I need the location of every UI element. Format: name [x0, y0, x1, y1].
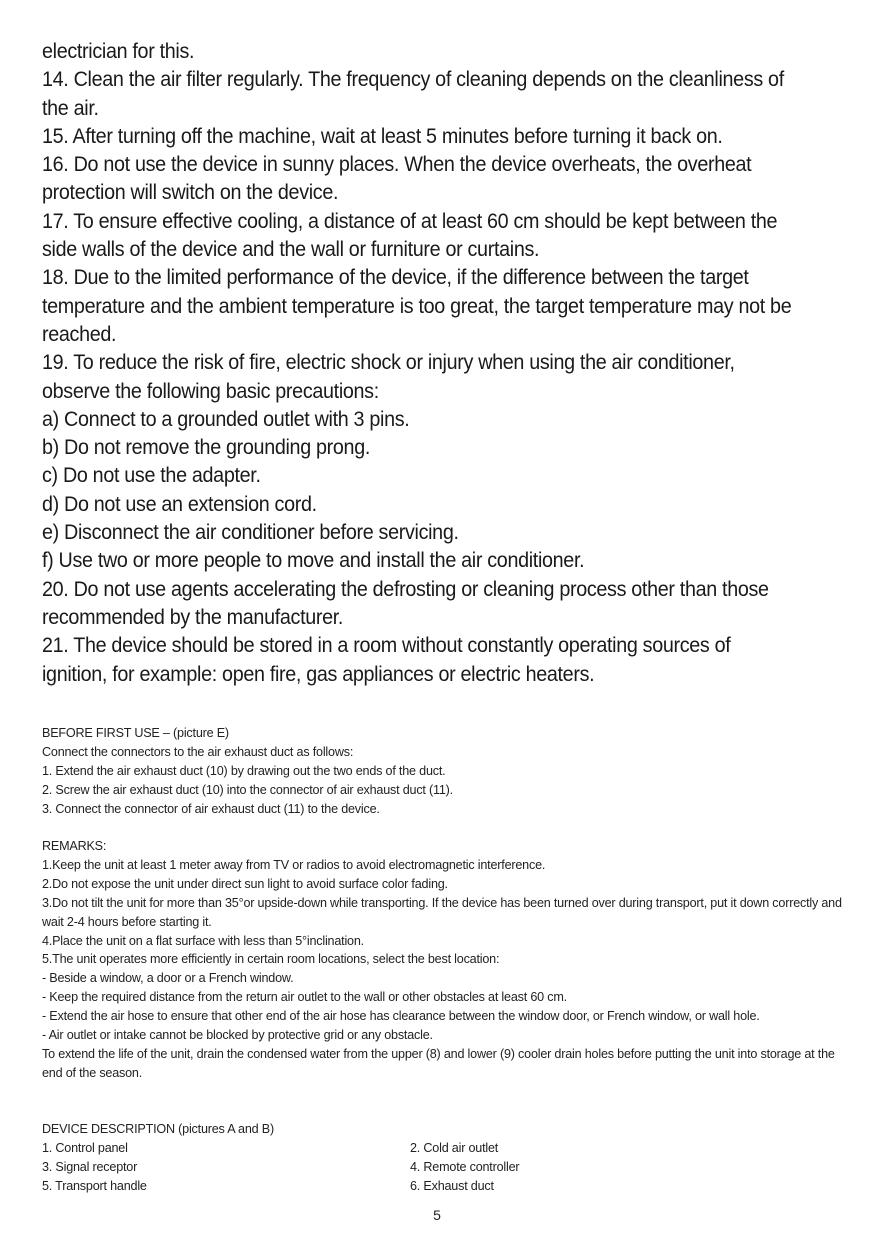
remark-item: 3.Do not tilt the unit for more than 35°or upside-down while transporting. If the device has been turned over during transport, put it down correctly and wait 2-4 hours before starting it. [42, 895, 842, 929]
parts-list [42, 1139, 842, 1196]
safety-line: e) Disconnect the air conditioner before servicing. [42, 521, 459, 545]
remark-item: 2.Do not expose the unit under direct sun light to avoid surface color fading. [42, 876, 448, 891]
safety-line: 17. To ensure effective cooling, a distance of at least 60 cm should be kept between the side walls of the device and the wall or furniture or curtains. [42, 209, 783, 262]
remark-item: - Extend the air hose to ensure that other end of the air hose has clearance between the window door, or French window, or wall hole. [42, 1009, 760, 1024]
safety-line: a) Connect to a grounded outlet with 3 pins. [42, 407, 410, 431]
part-item: 6. Exhaust duct [410, 1178, 494, 1193]
remark-item: - Beside a window, a door or a French window. [42, 971, 294, 986]
remarks-section [42, 837, 842, 1083]
remark-item: 4.Place the unit on a flat surface with less than 5°inclination. [42, 933, 364, 948]
safety-line: d) Do not use an extension cord. [42, 492, 317, 516]
safety-instructions [42, 38, 800, 689]
before-first-use-section [42, 724, 842, 819]
part-item: 3. Signal receptor [42, 1159, 138, 1174]
remark-item: 1.Keep the unit at least 1 meter away from TV or radios to avoid electromagnetic interference. [42, 857, 546, 872]
safety-line: electrician for this. [42, 40, 195, 63]
safety-line: f) Use two or more people to move and install the air conditioner. [42, 549, 585, 573]
section-heading: DEVICE DESCRIPTION (pictures A and B) [42, 1122, 274, 1136]
safety-line: 20. Do not use agents accelerating the defrosting or cleaning process other than those recommended by the manufacturer. [42, 577, 774, 629]
section-heading: REMARKS: [42, 839, 107, 853]
remark-item: - Air outlet or intake cannot be blocked by protective grid or any obstacle. [42, 1028, 433, 1043]
safety-line: 16. Do not use the device in sunny places. When the device overheats, the overheat protection will switch on the device. [42, 153, 757, 205]
safety-line: 18. Due to the limited performance of the device, if the difference between the target temperature and the ambient temperature is too great, the target temperature may not be reached. [42, 266, 797, 346]
safety-line: 14. Clean the air filter regularly. The frequency of cleaning depends on the cleanliness of the air. [42, 68, 790, 120]
remark-item: - Keep the required distance from the return air outlet to the wall or other obstacles at least 60 cm. [42, 990, 567, 1005]
part-item: 2. Cold air outlet [410, 1140, 499, 1155]
section-heading: BEFORE FIRST USE – (picture E) [42, 726, 229, 740]
section-intro: Connect the connectors to the air exhaust duct as follows: [42, 744, 354, 759]
remark-item: 5.The unit operates more efficiently in certain room locations, select the best location: [42, 952, 500, 967]
step-item: 2. Screw the air exhaust duct (10) into the connector of air exhaust duct (11). [42, 782, 453, 797]
remark-item: To extend the life of the unit, drain the condensed water from the upper (8) and lower (9) cooler drain holes before putting the unit into storage at the end of the season. [42, 1046, 835, 1080]
safety-line: 15. After turning off the machine, wait at least 5 minutes before turning it back on. [42, 124, 723, 148]
safety-line: 19. To reduce the risk of fire, electric shock or injury when using the air conditioner, observe the following basic precautions: [42, 351, 740, 403]
step-item: 3. Connect the connector of air exhaust duct (11) to the device. [42, 801, 380, 816]
step-item: 1. Extend the air exhaust duct (10) by drawing out the two ends of the duct. [42, 763, 446, 778]
safety-line: c) Do not use the adapter. [42, 464, 261, 488]
safety-line: b) Do not remove the grounding prong. [42, 436, 371, 460]
page-number: 5 [433, 1207, 441, 1223]
part-item: 5. Transport handle [42, 1178, 147, 1193]
safety-line: 21. The device should be stored in a room without constantly operating sources of ignition, for example: open fire, gas appliances or electric heaters. [42, 634, 736, 686]
part-item: 4. Remote controller [410, 1159, 520, 1174]
device-description-section [42, 1120, 842, 1196]
part-item: 1. Control panel [42, 1140, 128, 1155]
